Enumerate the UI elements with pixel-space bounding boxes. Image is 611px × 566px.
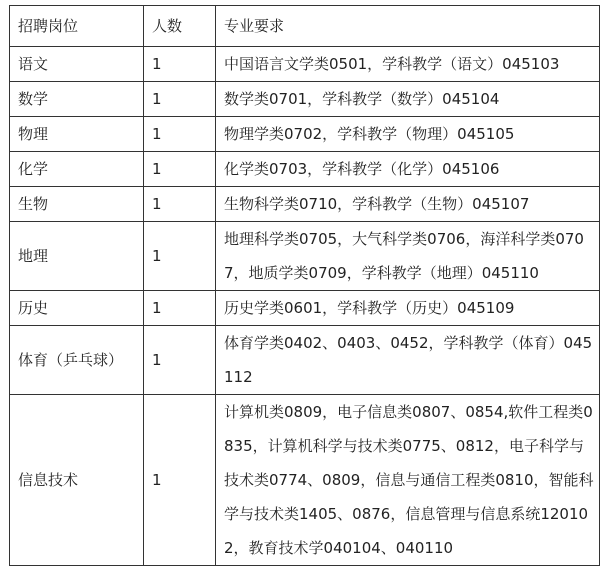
table-row xyxy=(10,47,600,82)
cell-position: 数学 xyxy=(10,82,144,117)
cell-count: 1 xyxy=(144,187,216,222)
cell-count: 1 xyxy=(144,326,216,395)
table-header-row xyxy=(10,6,600,47)
cell-major: 历史学类0601，学科教学（历史）045109 xyxy=(216,291,600,326)
cell-position: 体育（乒乓球） xyxy=(10,326,144,395)
header-major: 专业要求 xyxy=(216,6,600,47)
table-row xyxy=(10,326,600,395)
table-row xyxy=(10,222,600,291)
table-row xyxy=(10,395,600,566)
table-row xyxy=(10,82,600,117)
cell-count: 1 xyxy=(144,152,216,187)
header-position: 招聘岗位 xyxy=(10,6,144,47)
cell-position: 信息技术 xyxy=(10,395,144,566)
cell-position: 生物 xyxy=(10,187,144,222)
table-row xyxy=(10,187,600,222)
cell-major: 计算机类0809，电子信息类0807、0854,软件工程类0835，计算机科学与技术类0775、0812，电子科学与技术类0774、0809，信息与通信工程类0810，智能科学与技术类1405、0876，信息管理与信息系统120102，教育技术学040104、040110 xyxy=(216,395,600,566)
table-row xyxy=(10,152,600,187)
cell-count: 1 xyxy=(144,395,216,566)
cell-major: 数学类0701，学科教学（数学）045104 xyxy=(216,82,600,117)
cell-major: 生物科学类0710，学科教学（生物）045107 xyxy=(216,187,600,222)
cell-position: 历史 xyxy=(10,291,144,326)
cell-major: 地理科学类0705，大气科学类0706，海洋科学类0707，地质学类0709，学科教学（地理）045110 xyxy=(216,222,600,291)
cell-major: 化学类0703，学科教学（化学）045106 xyxy=(216,152,600,187)
cell-major: 体育学类0402、0403、0452，学科教学（体育）045112 xyxy=(216,326,600,395)
cell-position: 地理 xyxy=(10,222,144,291)
table-row xyxy=(10,291,600,326)
recruitment-table xyxy=(9,5,600,566)
cell-position: 物理 xyxy=(10,117,144,152)
cell-count: 1 xyxy=(144,82,216,117)
cell-count: 1 xyxy=(144,47,216,82)
cell-position: 化学 xyxy=(10,152,144,187)
cell-position: 语文 xyxy=(10,47,144,82)
cell-major: 中国语言文学类0501，学科教学（语文）045103 xyxy=(216,47,600,82)
table-row xyxy=(10,117,600,152)
header-count: 人数 xyxy=(144,6,216,47)
cell-count: 1 xyxy=(144,291,216,326)
cell-count: 1 xyxy=(144,222,216,291)
cell-major: 物理学类0702，学科教学（物理）045105 xyxy=(216,117,600,152)
cell-count: 1 xyxy=(144,117,216,152)
